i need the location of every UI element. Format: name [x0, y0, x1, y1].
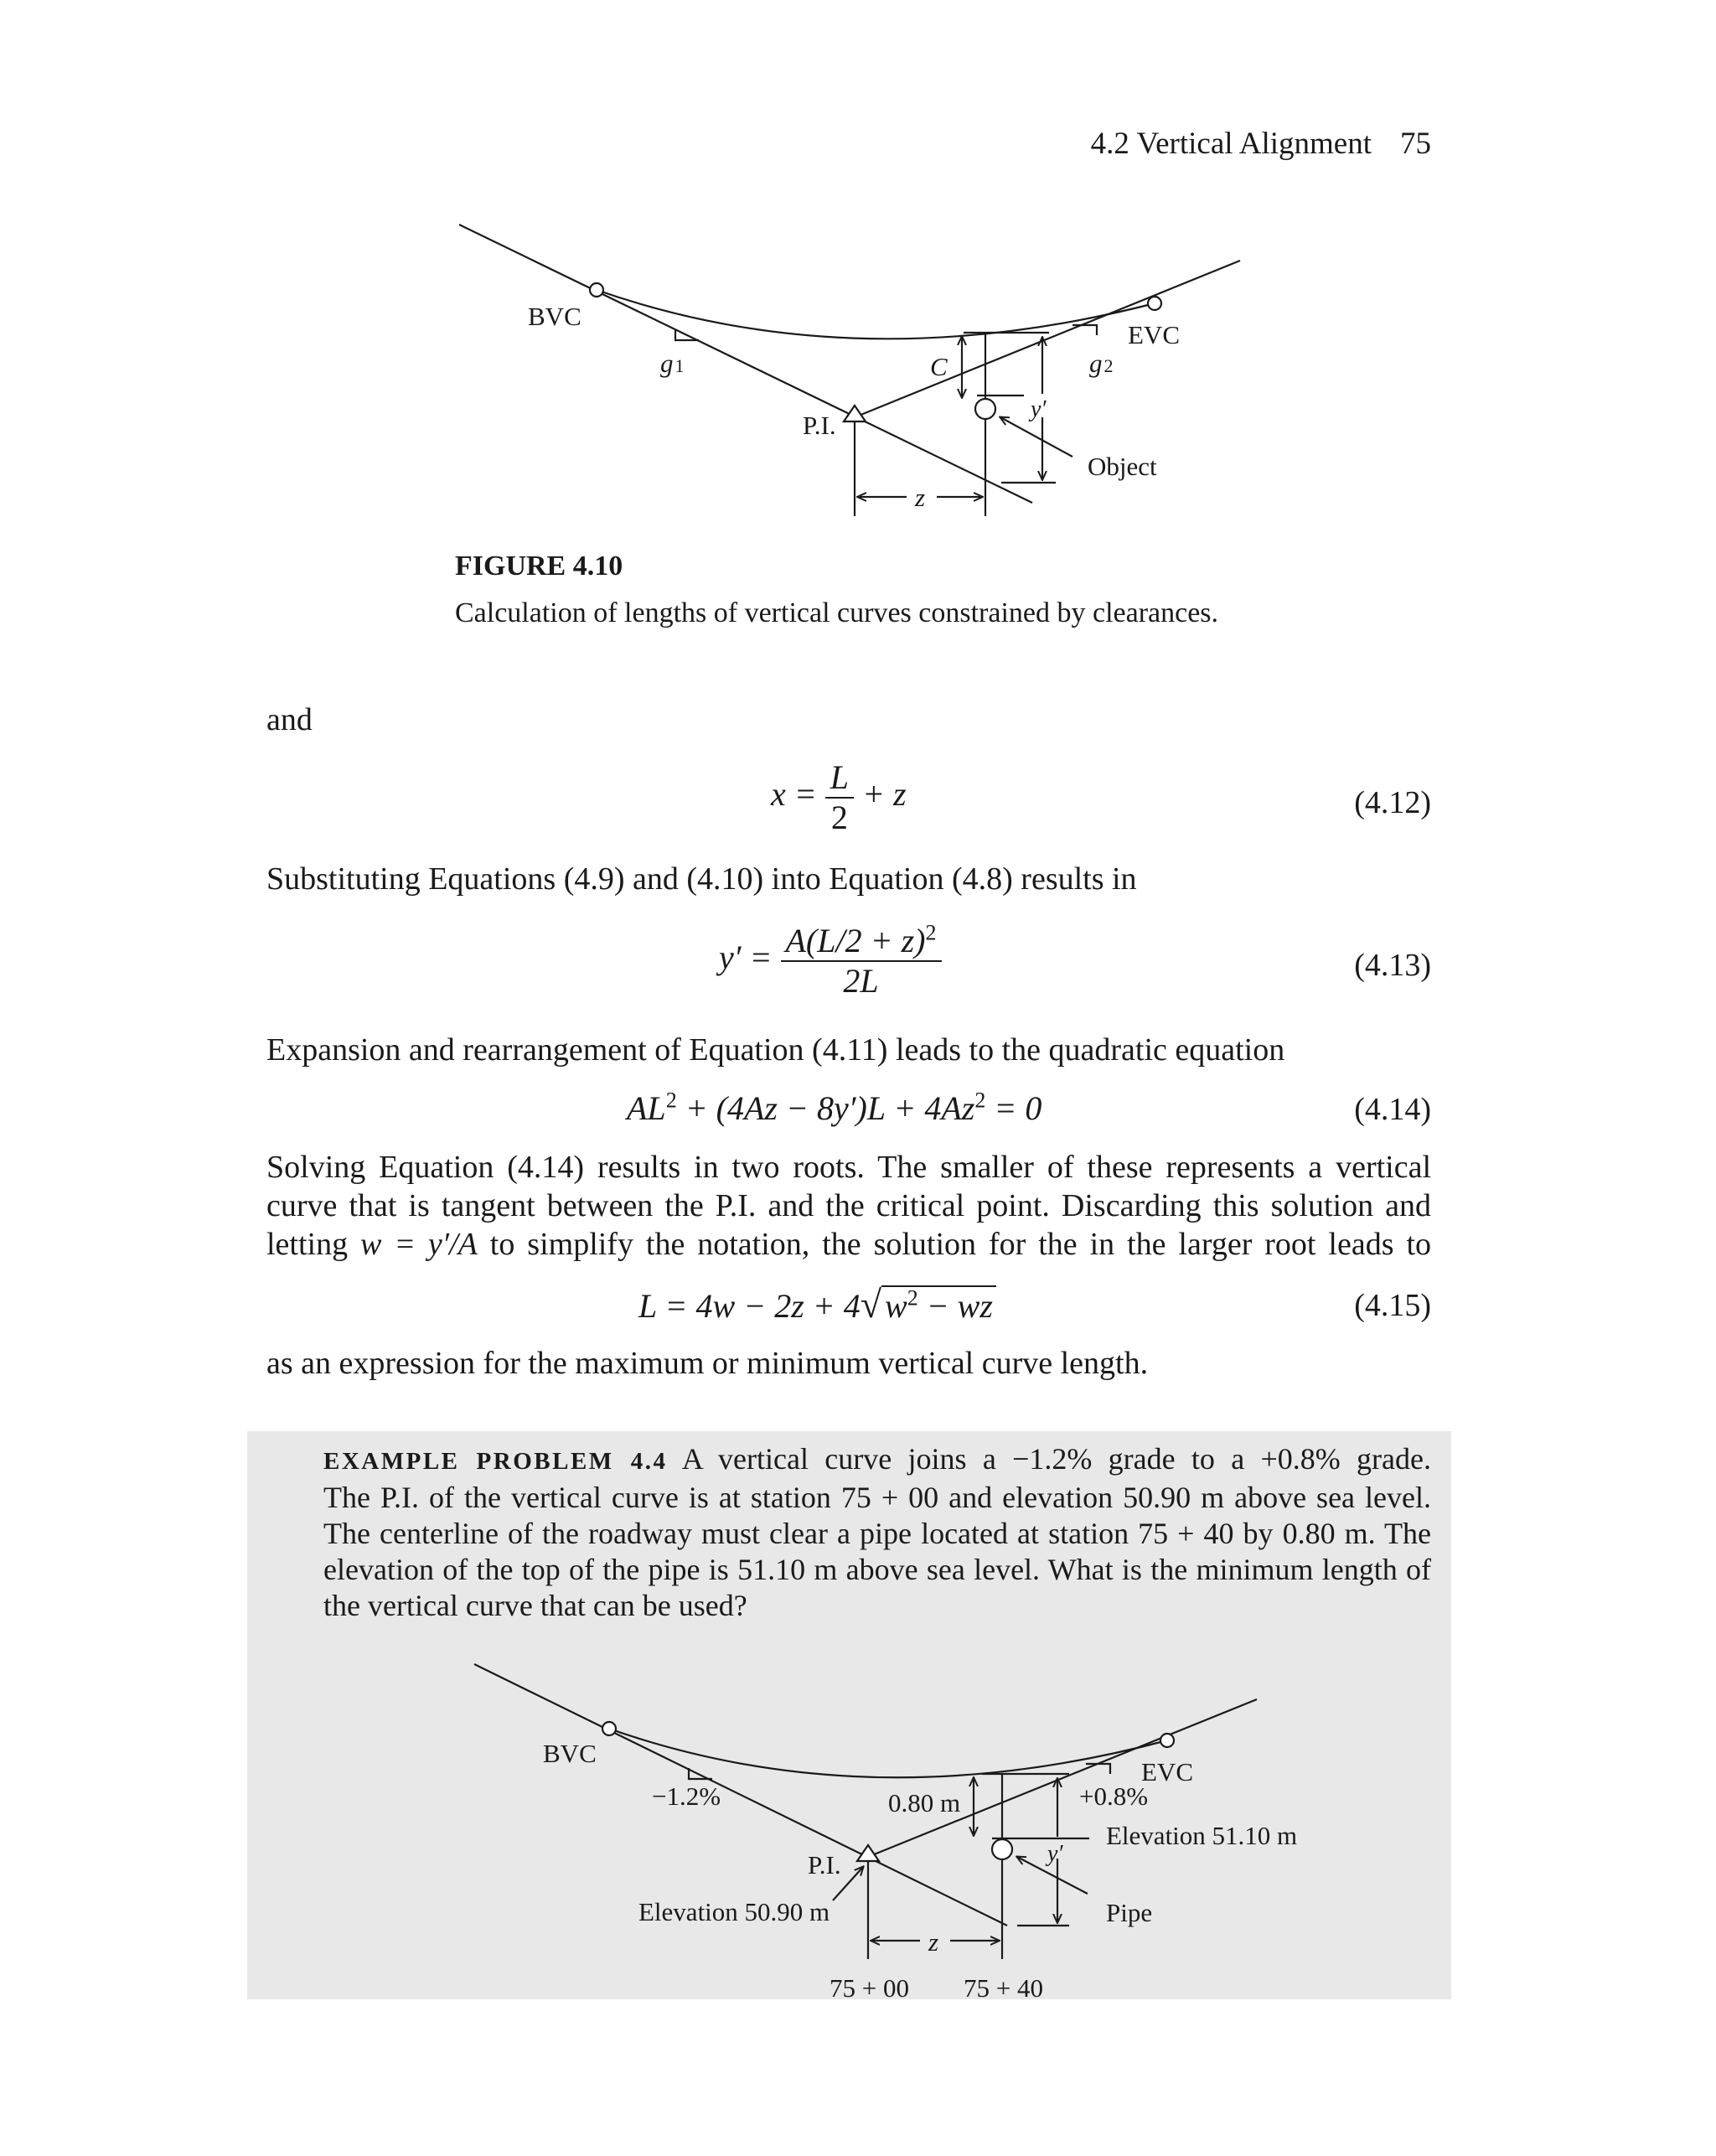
eq412-number: (4.12)	[1354, 785, 1431, 820]
example-problem-text	[323, 1441, 1431, 1624]
example-line-5: the vertical curve that can be used?	[323, 1589, 747, 1622]
eq412-numerator: L	[830, 758, 849, 796]
eq413-numerator: $A(L/2 + z)^2$	[785, 920, 937, 959]
example-pipe-circle	[992, 1839, 1012, 1859]
ex-pipe-elevation-label: Elevation 51.10 m	[1106, 1821, 1298, 1850]
paragraph-and: and	[266, 702, 313, 737]
ex-evc-label: EVC	[1141, 1757, 1193, 1786]
paragraph-as-expression: as an expression for the maximum or minimum vertical curve length.	[266, 1346, 1149, 1381]
example-grade1-marker	[689, 1768, 712, 1779]
eq415-number: (4.15)	[1354, 1288, 1431, 1323]
fig1-evc-label: EVC	[1128, 320, 1180, 349]
ex-bvc-label: BVC	[543, 1739, 597, 1768]
equation-4-12	[771, 758, 907, 837]
bvc-point	[590, 283, 603, 297]
paragraph-solving-line-3: letting w = y′/A to simplify the notation, the solution for the in the larger root leads to	[266, 1227, 1431, 1262]
section-title: 4.2 Vertical Alignment	[1090, 127, 1372, 161]
fig1-g2-label: g2	[1089, 349, 1114, 378]
page-number: 75	[1400, 127, 1431, 161]
ex-clearance-label: 0.80 m	[888, 1788, 961, 1817]
eq412-lhs: x =	[771, 775, 817, 814]
example-diagram-labels	[543, 1739, 1297, 2003]
fig1-z-label: z	[915, 483, 926, 512]
figure-caption: Calculation of lengths of vertical curves constrained by clearances.	[455, 597, 1219, 628]
example-label: EXAMPLE PROBLEM 4.4	[323, 1448, 668, 1475]
object-circle	[975, 399, 995, 419]
example-evc-point	[1160, 1734, 1174, 1747]
ex-z-label: z	[928, 1927, 939, 1957]
example-line-2: The P.I. of the vertical curve is at station 75 + 00 and elevation 50.90 m above sea level.	[323, 1481, 1431, 1514]
ex-grade2-label: +0.8%	[1079, 1781, 1149, 1811]
eq412-rhs: + z	[862, 775, 907, 814]
ex-pi-elevation-label: Elevation 50.90 m	[638, 1897, 830, 1926]
fig1-y-prime-label: y′	[1031, 396, 1047, 422]
fig1-pi-label: P.I.	[803, 411, 836, 440]
eq413-number: (4.13)	[1354, 948, 1431, 983]
evc-point	[1148, 297, 1161, 310]
fig1-c-label: C	[930, 352, 948, 381]
paragraph-solving-line-1: Solving Equation (4.14) results in two roots. The smaller of these represents a vertical	[266, 1150, 1431, 1185]
example-line-3: The centerline of the roadway must clear a pipe located at station 75 + 40 by 0.80 m. The	[323, 1517, 1431, 1550]
ex-pipe-label: Pipe	[1106, 1898, 1153, 1927]
example-line-1: EXAMPLE PROBLEM 4.4 A vertical curve joins a −1.2% grade to a +0.8% grade.	[323, 1442, 1431, 1476]
object-pointer-arrow	[1000, 417, 1072, 457]
ex-station-pi-label: 75 + 00	[830, 1973, 909, 2003]
eq413-fraction	[781, 922, 942, 1000]
paragraph-expansion: Expansion and rearrangement of Equation (4.11) leads to the quadratic equation	[266, 1032, 1285, 1068]
fig1-bvc-label: BVC	[528, 302, 581, 331]
fig1-object-label: Object	[1088, 452, 1157, 481]
equation-4-15: L = 4w − 2z + 4√ $w^2$ − wz	[638, 1285, 996, 1326]
paragraph-substituting: Substituting Equations (4.9) and (4.10) into Equation (4.8) results in	[266, 861, 1137, 897]
w-definition: w = y′/A	[360, 1227, 478, 1262]
equation-4-14: $AL^2 + (4Az - 8y')L + 4Az^2 = 0$	[627, 1088, 1042, 1127]
figure-label: FIGURE 4.10	[455, 551, 623, 582]
paragraph-solving-line-2: curve that is tangent between the P.I. and the critical point. Discarding this solution and	[266, 1188, 1431, 1223]
eq413-lhs: y′ =	[719, 938, 773, 977]
fig1-g1-label: g1	[660, 349, 685, 378]
eq414-number: (4.14)	[1354, 1092, 1431, 1127]
ex-grade1-label: −1.2%	[652, 1781, 721, 1811]
ex-pi-label: P.I.	[808, 1850, 841, 1879]
ex-y-prime-label: y′	[1047, 1841, 1063, 1867]
example-grade2-marker	[1086, 1764, 1110, 1774]
example-line-4: elevation of the top of the pipe is 51.10 m above sea level. What is the minimum length of	[323, 1553, 1431, 1586]
equation-4-13	[719, 922, 942, 1000]
ex-station-pipe-label: 75 + 40	[964, 1973, 1043, 2003]
eq412-fraction	[825, 758, 854, 837]
example-bvc-point	[602, 1722, 616, 1735]
eq412-denominator: 2	[825, 797, 854, 837]
eq413-denominator: 2L	[781, 960, 942, 1000]
